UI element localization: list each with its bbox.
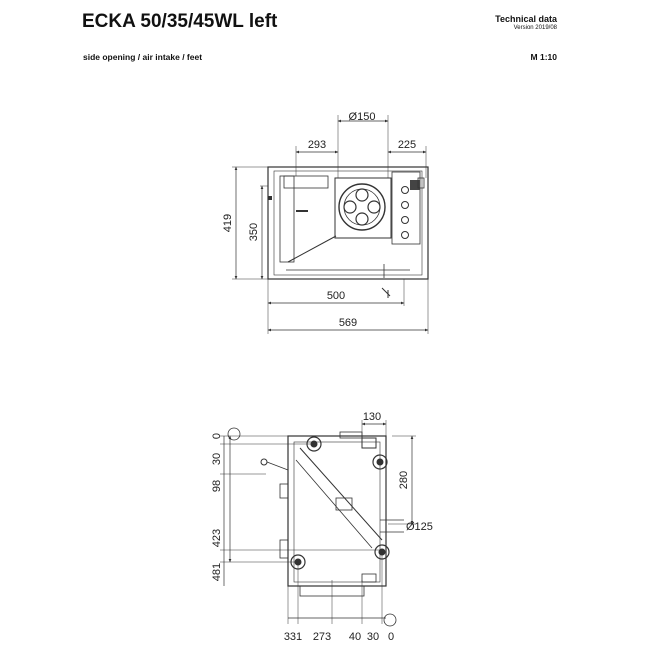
knob-2	[402, 202, 409, 209]
foot-mark	[382, 288, 390, 298]
mark-center	[296, 210, 308, 212]
flue-port-top	[356, 189, 368, 201]
flue-port-left	[344, 201, 356, 213]
dim-label-b40: 40	[348, 631, 362, 643]
bottom-view-body	[288, 436, 386, 586]
flue-outer-circle	[339, 184, 385, 230]
origin-marker-left	[228, 428, 240, 440]
flue-box	[335, 178, 391, 238]
left-knob	[261, 459, 267, 465]
dim-label-500: 500	[326, 290, 346, 302]
dim-label-b273: 273	[312, 631, 332, 643]
flue-port-bottom	[356, 213, 368, 225]
left-fixture-2	[280, 540, 288, 558]
foot-top-right-center	[377, 459, 383, 465]
mark-left	[268, 196, 272, 200]
tech-data-label: Technical data	[495, 14, 557, 24]
dim-label-280: 280	[398, 470, 410, 490]
knob-1	[402, 187, 409, 194]
flue-port-right	[368, 201, 380, 213]
dim-label-419: 419	[222, 213, 234, 233]
origin-marker-bottom	[384, 614, 396, 626]
dim-label-v98: 98	[211, 479, 223, 493]
top-left-panel	[284, 176, 328, 188]
dim-label-293: 293	[307, 139, 327, 151]
dim-label-225: 225	[397, 139, 417, 151]
drawing-subtitle: side opening / air intake / feet	[83, 52, 203, 62]
dim-label-b30: 30	[366, 631, 380, 643]
top-view-inner	[274, 171, 422, 275]
dim-label-d150: Ø150	[348, 111, 376, 123]
dim-label-b0: 0	[387, 631, 395, 643]
connector-block	[410, 180, 420, 190]
bottom-diagonal-b	[296, 460, 372, 548]
dim-label-d125: Ø125	[406, 521, 433, 533]
version-label: Version 2019/08	[513, 25, 557, 31]
dim-label-b331: 331	[283, 631, 303, 643]
bottom-view-inner	[294, 442, 380, 582]
flue-inner-circle	[344, 189, 380, 225]
left-side-panel	[280, 176, 294, 262]
dim-label-350: 350	[248, 222, 260, 242]
knob-4	[402, 232, 409, 239]
knob-3	[402, 217, 409, 224]
glass-diagonal	[288, 236, 336, 262]
bottom-diagonal-a	[300, 448, 382, 540]
dim-label-v481: 481	[211, 562, 223, 582]
dim-label-v30: 30	[211, 452, 223, 466]
dim-label-v423: 423	[211, 528, 223, 548]
drawing-title: ECKA 50/35/45WL left	[82, 11, 278, 32]
dim-label-v0: 0	[211, 432, 223, 440]
dim-label-569: 569	[338, 317, 358, 329]
scale-label: M 1:10	[530, 52, 557, 62]
bottom-view	[220, 420, 416, 626]
bottom-right-fixture	[362, 574, 376, 582]
air-intake	[362, 438, 376, 448]
dim-label-130: 130	[362, 411, 382, 423]
intake-duct	[340, 432, 362, 438]
left-fixture-1	[280, 484, 288, 498]
